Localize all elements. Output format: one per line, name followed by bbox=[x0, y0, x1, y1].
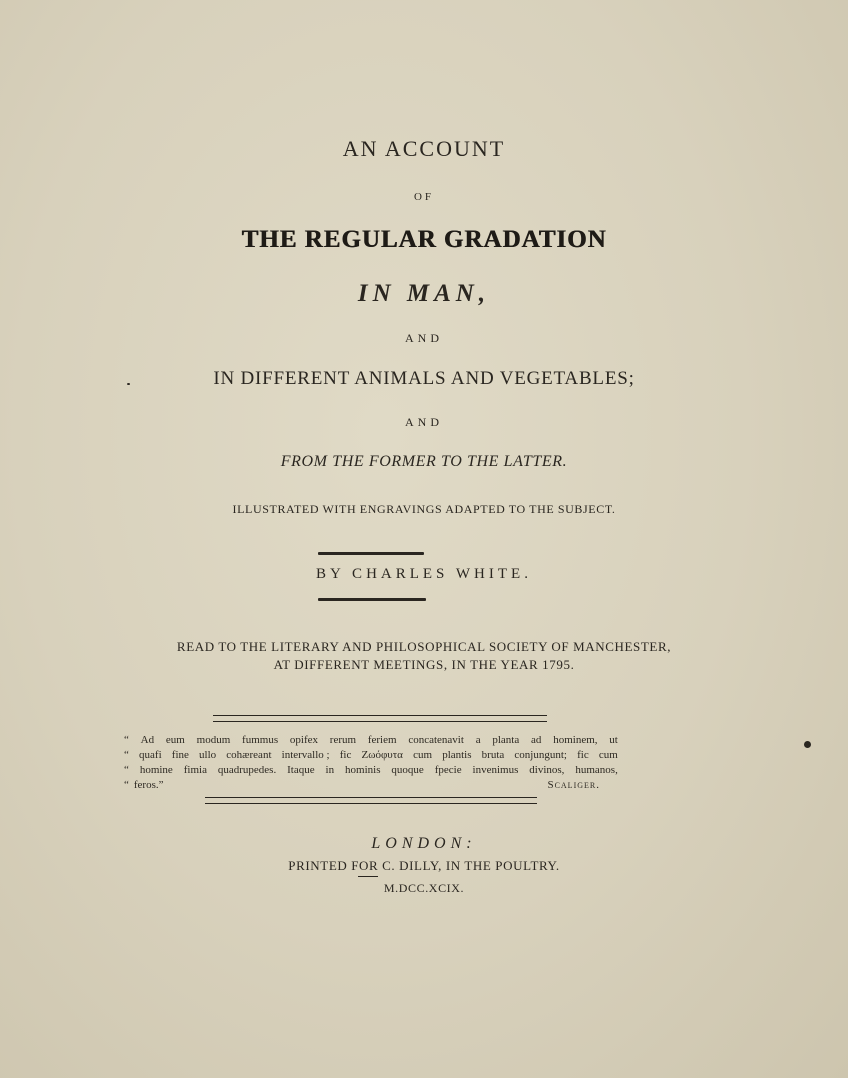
main-title: THE REGULAR GRADATION bbox=[241, 226, 607, 253]
epigraph-word: humanos, bbox=[575, 764, 618, 776]
epigraph-word: cum bbox=[598, 749, 618, 761]
imprint-printer: PRINTED FOR C. DILLY, IN THE POULTRY. bbox=[288, 858, 560, 873]
author-line: BY CHARLES WHITE. bbox=[316, 566, 532, 582]
epigraph-rule-top bbox=[213, 715, 547, 722]
epigraph-word: ut bbox=[609, 734, 618, 746]
epigraph-word: in bbox=[325, 764, 335, 776]
epigraph-word: hominis bbox=[345, 764, 381, 776]
epigraph-word: bruta bbox=[481, 749, 505, 761]
epigraph-word: plantis bbox=[442, 749, 472, 761]
epigraph-word: Ζωόφυτα bbox=[361, 749, 403, 761]
author-rule-bottom bbox=[318, 598, 426, 601]
epigraph-word: eum bbox=[165, 734, 185, 746]
epigraph-word: Ad bbox=[140, 734, 155, 746]
epigraph-word: “ bbox=[124, 779, 129, 791]
epigraph-word: ad bbox=[531, 734, 542, 746]
epigraph-word: conjungunt; bbox=[514, 749, 567, 761]
epigraph-word: a bbox=[475, 734, 481, 746]
ink-speck bbox=[127, 383, 130, 385]
epigraph-line-4 bbox=[124, 778, 618, 793]
epigraph-word: “ bbox=[124, 764, 129, 776]
epigraph-line-3 bbox=[124, 763, 618, 778]
epigraph-word: homine bbox=[139, 764, 173, 776]
epigraph-word: fic bbox=[339, 749, 352, 761]
read-line-2: AT DIFFERENT MEETINGS, IN THE YEAR 1795. bbox=[273, 657, 575, 672]
epigraph-word: hominem, bbox=[553, 734, 598, 746]
epigraph-word: fimia bbox=[183, 764, 207, 776]
epigraph-word: Itaque bbox=[287, 764, 315, 776]
epigraph-word: modum bbox=[196, 734, 231, 746]
epigraph-word: opifex bbox=[289, 734, 318, 746]
epigraph-word: rerum bbox=[329, 734, 357, 746]
title-line-former-latter: FROM THE FORMER TO THE LATTER. bbox=[280, 453, 568, 470]
epigraph-word: quadrupedes. bbox=[217, 764, 277, 776]
epigraph-signature: Scaliger. bbox=[547, 779, 600, 791]
imprint-city: LONDON: bbox=[371, 835, 477, 852]
epigraph-word: cum bbox=[413, 749, 433, 761]
epigraph-word: fpecie bbox=[434, 764, 462, 776]
epigraph-word: planta bbox=[492, 734, 520, 746]
epigraph-rule-bottom bbox=[205, 797, 537, 804]
epigraph-word: feriem bbox=[367, 734, 397, 746]
imprint-date: M.DCC.XCIX. bbox=[383, 881, 465, 895]
epigraph-word: “ bbox=[124, 749, 129, 761]
epigraph-line-2 bbox=[124, 748, 618, 763]
epigraph-word: fic bbox=[577, 749, 589, 761]
epigraph-word: ullo bbox=[199, 749, 217, 761]
imprint-date-rule bbox=[358, 876, 378, 877]
title-line-account: AN ACCOUNT bbox=[342, 136, 506, 161]
epigraph bbox=[124, 733, 618, 793]
epigraph-word: quafi bbox=[139, 749, 162, 761]
title-line-and-1: AND bbox=[405, 331, 443, 345]
read-line-1: READ TO THE LITERARY AND PHILOSOPHICAL SOCIETY OF MANCHESTER, bbox=[176, 639, 672, 654]
epigraph-word: feros.” bbox=[133, 779, 164, 791]
epigraph-word: intervallo ; bbox=[281, 749, 330, 761]
epigraph-word: “ bbox=[124, 734, 129, 746]
epigraph-word: quoque bbox=[391, 764, 424, 776]
epigraph-word: fine bbox=[171, 749, 189, 761]
title-line-illustrated: ILLUSTRATED WITH ENGRAVINGS ADAPTED TO THE SUBJECT. bbox=[232, 502, 616, 516]
title-line-in-man: IN MAN, bbox=[357, 280, 491, 307]
title-line-and-2: AND bbox=[405, 415, 443, 429]
ink-speck bbox=[804, 741, 811, 748]
epigraph-word: fummus bbox=[242, 734, 279, 746]
epigraph-word: cohæreant bbox=[226, 749, 272, 761]
epigraph-word: concatenavit bbox=[408, 734, 464, 746]
author-rule-top bbox=[318, 552, 424, 555]
title-line-of: OF bbox=[413, 191, 435, 203]
epigraph-word: divinos, bbox=[529, 764, 565, 776]
title-line-animals: IN DIFFERENT ANIMALS AND VEGETABLES; bbox=[213, 368, 635, 389]
epigraph-word: invenimus bbox=[472, 764, 519, 776]
epigraph-line-1 bbox=[124, 733, 618, 748]
